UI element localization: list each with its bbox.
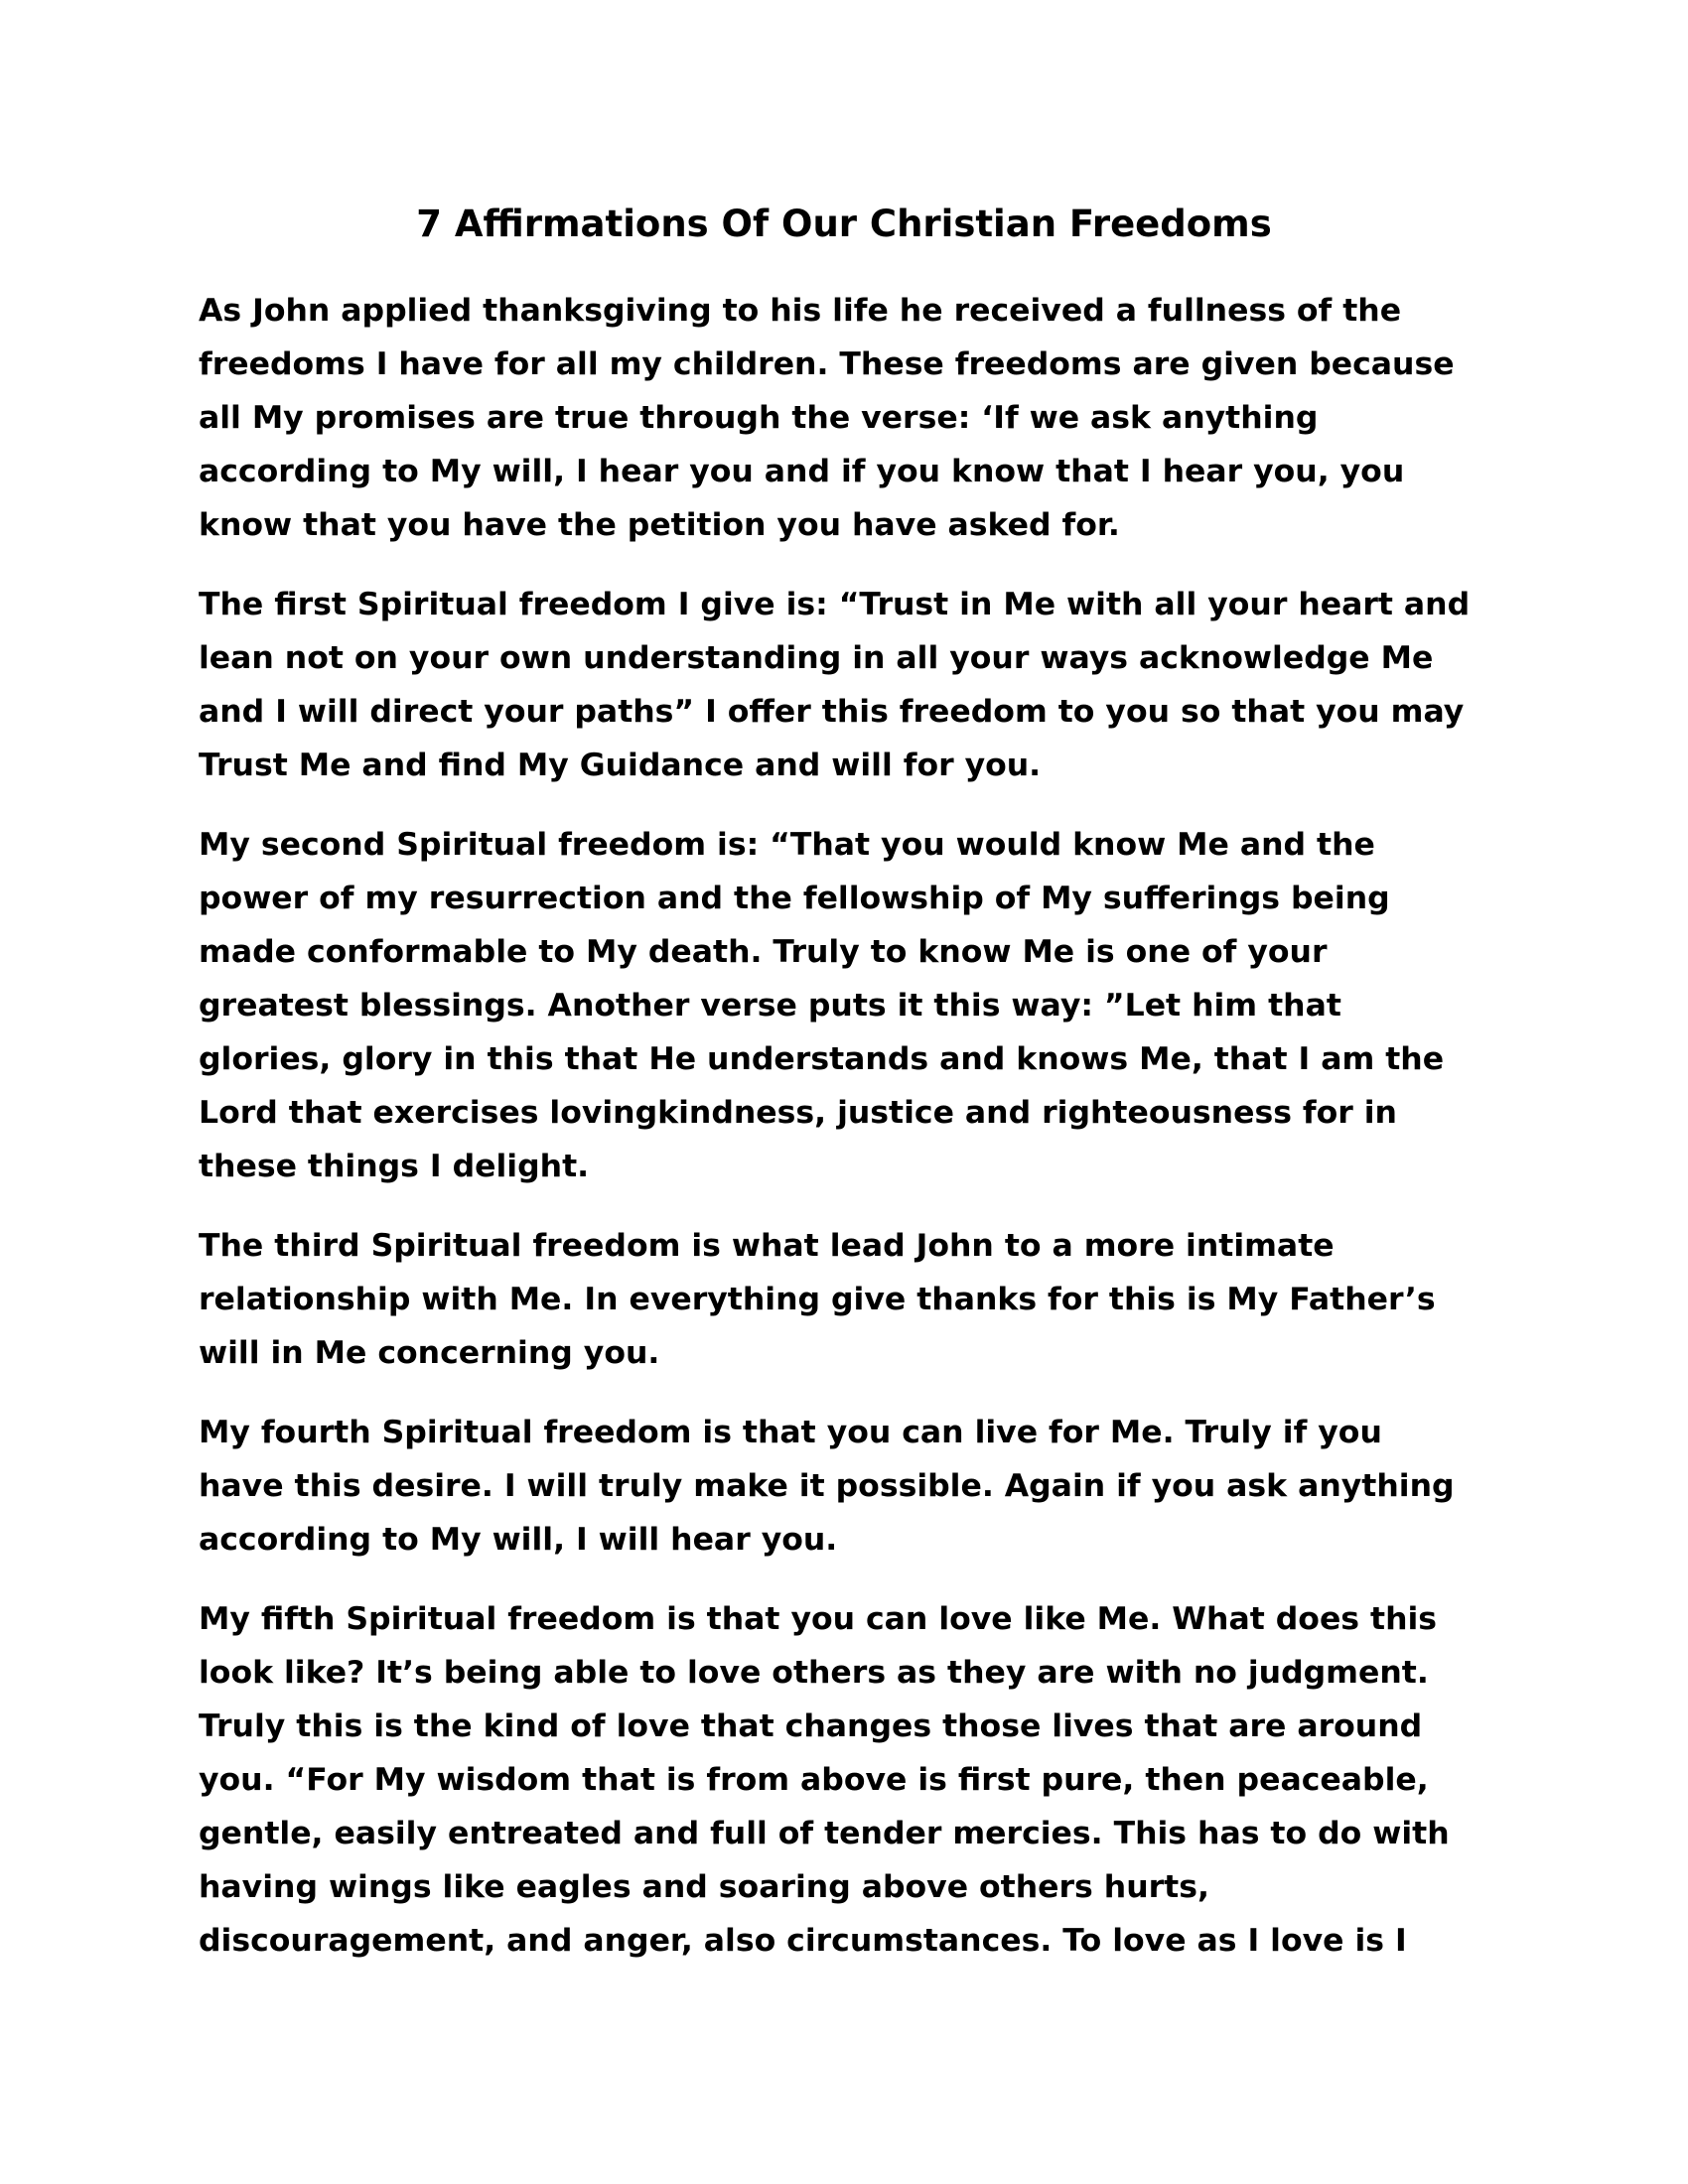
text-line: Trust Me and find My Guidance and will for you. [199, 748, 1042, 783]
text-line: having wings like eagles and soaring above others hurts, [199, 1869, 1209, 1905]
page-title: 7 Affirmations Of Our Christian Freedoms [416, 203, 1272, 245]
text-line: Truly this is the kind of love that changes those lives that are around [199, 1708, 1423, 1744]
text-line: know that you have the petition you have asked for. [199, 507, 1120, 543]
paragraph-3 [199, 818, 1489, 1193]
paragraph-6 [199, 1592, 1489, 1968]
paragraph-2 [199, 578, 1489, 792]
text-line: gentle, easily entreated and full of tender mercies. This has to do with [199, 1816, 1450, 1851]
text-line: The first Spiritual freedom I give is: “Trust in Me with all your heart and [199, 587, 1471, 622]
text-line: according to My will, I will hear you. [199, 1522, 838, 1558]
text-line: these things I delight. [199, 1149, 590, 1184]
text-line: have this desire. I will truly make it possible. Again if you ask anything [199, 1468, 1455, 1504]
document-body [199, 284, 1489, 1993]
text-line: My second Spiritual freedom is: “That you would know Me and the [199, 827, 1375, 863]
text-line: discouragement, and anger, also circumstances. To love as I love is I [199, 1923, 1407, 1959]
text-line: The third Spiritual freedom is what lead John to a more intimate [199, 1228, 1335, 1264]
text-line: glories, glory in this that He understands and knows Me, that I am the [199, 1041, 1445, 1077]
paragraph-5 [199, 1406, 1489, 1567]
text-line: according to My will, I hear you and if you know that I hear you, you [199, 454, 1405, 489]
text-line: made conformable to My death. Truly to know Me is one of your [199, 934, 1328, 970]
text-line: My fourth Spiritual freedom is that you can live for Me. Truly if you [199, 1415, 1382, 1450]
text-line: and I will direct your paths” I offer this freedom to you so that you may [199, 694, 1465, 730]
text-line: all My promises are true through the verse: ‘If we ask anything [199, 400, 1319, 436]
text-line: freedoms I have for all my children. These freedoms are given because [199, 346, 1455, 382]
paragraph-1 [199, 284, 1489, 552]
text-line: power of my resurrection and the fellowship of My sufferings being [199, 881, 1390, 916]
text-line: greatest blessings. Another verse puts it this way: ”Let him that [199, 988, 1341, 1024]
paragraph-4 [199, 1219, 1489, 1380]
text-line: Lord that exercises lovingkindness, justice and righteousness for in [199, 1095, 1397, 1131]
text-line: My fifth Spiritual freedom is that you can love like Me. What does this [199, 1601, 1438, 1637]
text-line: you. “For My wisdom that is from above is first pure, then peaceable, [199, 1762, 1429, 1798]
text-line: will in Me concerning you. [199, 1335, 660, 1371]
text-line: look like? It’s being able to love others as they are with no judgment. [199, 1655, 1429, 1691]
text-line: lean not on your own understanding in all your ways acknowledge Me [199, 640, 1434, 676]
text-line: relationship with Me. In everything give thanks for this is My Father’s [199, 1282, 1436, 1317]
text-line: As John applied thanksgiving to his life he received a fullness of the [199, 293, 1402, 329]
